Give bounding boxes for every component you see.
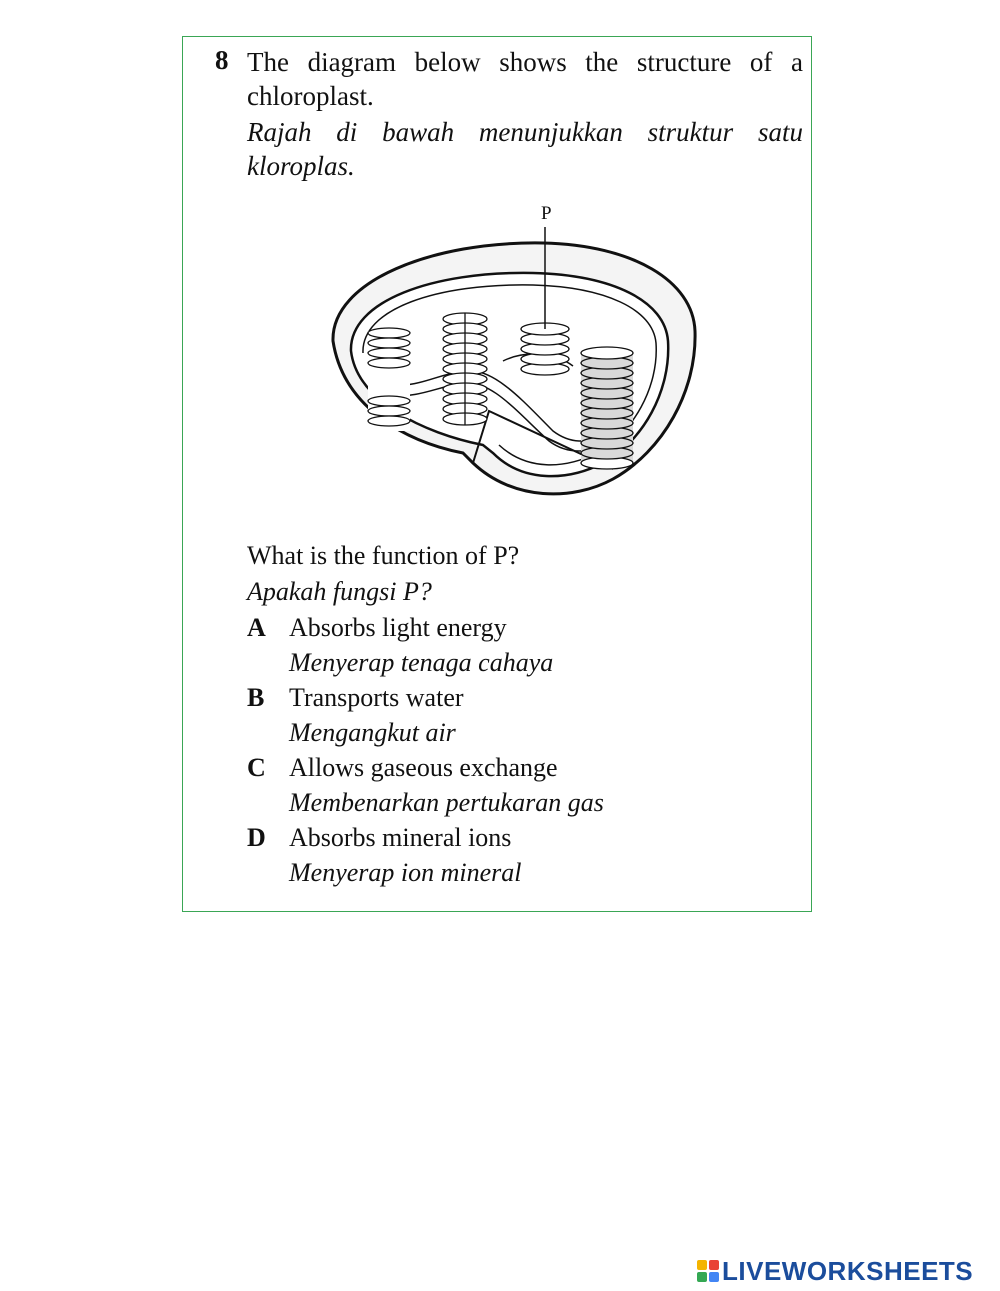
- logo-text: LIVEWORKSHEETS: [722, 1255, 974, 1286]
- prompt-malay: Apakah fungsi P?: [247, 577, 432, 606]
- option-text-english: Absorbs light energy: [289, 613, 507, 642]
- option-letter: B: [247, 683, 265, 712]
- granum-left: [368, 328, 410, 431]
- option-letter: C: [247, 753, 266, 782]
- option-text-malay: Mengangkut air: [289, 718, 456, 747]
- option-letter: A: [247, 613, 266, 642]
- liveworksheets-logo-icon: [697, 1260, 719, 1282]
- granum-centre: [443, 313, 487, 425]
- chloroplast-diagram: [313, 201, 703, 521]
- option-text-english: Allows gaseous exchange: [289, 753, 558, 782]
- prompt-english: What is the function of P?: [247, 541, 520, 570]
- question-stem-english: The diagram below shows the structure of a chloroplast.: [247, 47, 803, 111]
- question-stem-malay: Rajah di bawah menunjukkan struktur satu kloroplas.: [247, 117, 803, 181]
- option-letter: D: [247, 823, 266, 852]
- option-text-malay: Menyerap ion mineral: [289, 858, 522, 887]
- granum-p: [521, 323, 569, 375]
- option-c[interactable]: [247, 751, 767, 821]
- liveworksheets-logo[interactable]: [697, 1256, 973, 1286]
- option-d[interactable]: [247, 821, 767, 891]
- option-text-english: Transports water: [289, 683, 464, 712]
- option-a[interactable]: [247, 611, 767, 681]
- option-text-english: Absorbs mineral ions: [289, 823, 512, 852]
- granum-right: [581, 347, 633, 469]
- option-text-malay: Membenarkan pertukaran gas: [289, 788, 604, 817]
- question-number: 8: [215, 45, 229, 75]
- option-text-malay: Menyerap tenaga cahaya: [289, 648, 554, 677]
- diagram-label-p: P: [541, 203, 552, 224]
- question-card: [182, 36, 812, 912]
- option-b[interactable]: [247, 681, 767, 751]
